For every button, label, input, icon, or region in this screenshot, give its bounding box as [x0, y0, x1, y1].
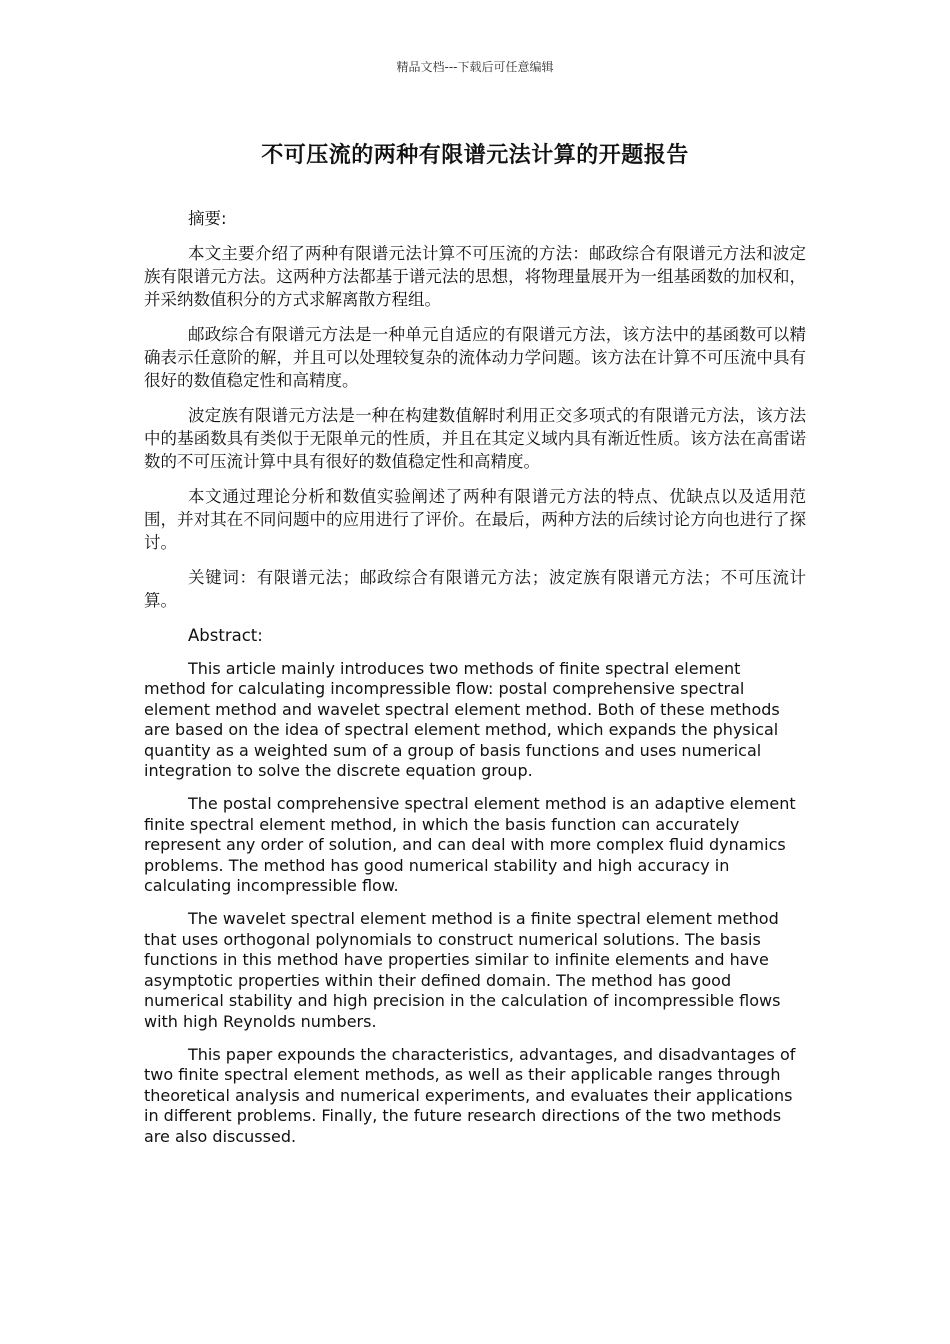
abstract-en-paragraph: This paper expounds the characteristics, advantages, and disadvantages of two finite spectral element methods, as well as their applicable ranges through theoretical analysis and numerical experiments, and evaluates their applications in different problems. Finally, the future research directions of the two methods are also discussed.: [144, 1044, 796, 1146]
header-note: 精品文档---下载后可任意编辑: [396, 60, 554, 74]
keywords-zh: 关键词：有限谱元法；邮政综合有限谱元方法；波定族有限谱元方法；不可压流计算。: [144, 568, 806, 610]
abstract-zh-paragraph: 邮政综合有限谱元方法是一种单元自适应的有限谱元方法，该方法中的基函数可以精确表示任意阶的解，并且可以处理较复杂的流体动力学问题。该方法在计算不可压流中具有很好的数值稳定性和高精度。: [144, 325, 806, 390]
abstract-zh-label: 摘要:: [188, 209, 227, 228]
abstract-zh-paragraph: 本文主要介绍了两种有限谱元法计算不可压流的方法：邮政综合有限谱元方法和波定族有限谱元方法。这两种方法都基于谱元法的思想，将物理量展开为一组基函数的加权和，并采纳数值积分的方式求解离散方程组。: [144, 244, 806, 309]
abstract-en-paragraph: The wavelet spectral element method is a finite spectral element method that uses orthogonal polynomials to construct numerical solutions. The basis functions in this method have properties similar to infinite elements and have asymptotic properties within their defined domain. The method has good numerical stability and high precision in the calculation of incompressible flows with high Reynolds numbers.: [144, 909, 781, 1031]
document-body: [144, 207, 806, 1160]
abstract-en-paragraph: The postal comprehensive spectral element method is an adaptive element finite spectral element method, in which the basis function can accurately represent any order of solution, and can deal with more complex fluid dynamics problems. The method has good numerical stability and high accuracy in calculating incompressible flow.: [144, 794, 796, 896]
document-title: 不可压流的两种有限谱元法计算的开题报告: [261, 143, 689, 168]
abstract-en-paragraph: This article mainly introduces two methods of finite spectral element method for calculating incompressible flow: postal comprehensive spectral element method and wavelet spectral element method. Both of these methods are based on the idea of spectral element method, which expands the physical quantity as a weighted sum of a group of basis functions and uses numerical integration to solve the discrete equation group.: [144, 659, 780, 781]
abstract-zh-paragraph: 本文通过理论分析和数值实验阐述了两种有限谱元方法的特点、优缺点以及适用范围，并对其在不同问题中的应用进行了评价。在最后，两种方法的后续讨论方向也进行了探讨。: [144, 487, 806, 552]
abstract-zh-paragraph: 波定族有限谱元方法是一种在构建数值解时利用正交多项式的有限谱元方法，该方法中的基函数具有类似于无限单元的性质，并且在其定义域内具有渐近性质。该方法在高雷诺数的不可压流计算中具有很好的数值稳定性和高精度。: [144, 406, 806, 471]
abstract-en-label: Abstract:: [188, 626, 263, 645]
